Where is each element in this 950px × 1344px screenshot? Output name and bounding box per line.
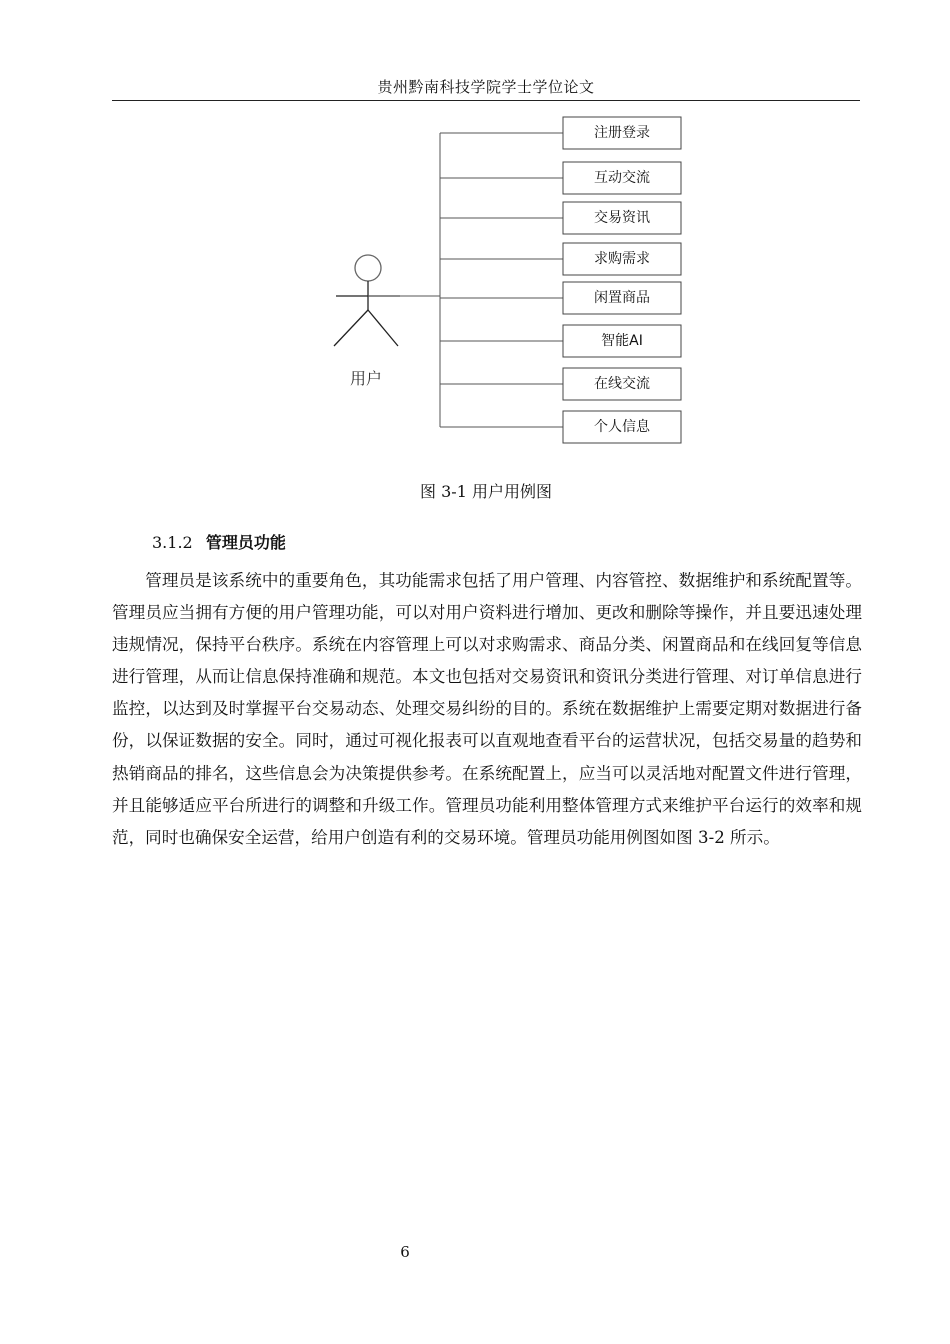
actor-label: 用户 [349,369,382,388]
actor-figure [334,255,400,346]
actor-head [355,255,381,281]
body-paragraph: 管理员是该系统中的重要角色，其功能需求包括了用户管理、内容管控、数据维护和系统配置等。管理员应当拥有方便的用户管理功能，可以对用户资料进行增加、更改和删除等操作，并且要迅速处理违规情况，保持平台秩序。系统在内容管理上可以对求购需求、商品分类、闲置商品和在线回复等信息进行管理，从而让信息保持准确和规范。本文也包括对交易资讯和资讯分类进行管理、对订单信息进行监控，以达到及时掌握平台交易动态、处理交易纠纷的目的。系统在数据维护上需要定期对数据进行备份，以保证数据的安全。同时，通过可视化报表可以直观地查看平台的运营状况，包括交易量的趋势和热销商品的排名，这些信息会为决策提供参考。在系统配置上，应当可以灵活地对配置文件进行管理，并且能够适应平台所进行的调整和升级工作。管理员功能利用整体管理方式来维护平台运行的效率和规范，同时也确保安全运营，给用户创造有利的交易环境。管理员功能用例图如图 3-2 所示。 [112,571,862,847]
use-case-label: 互动交流 [594,170,650,186]
use-case-label: 求购需求 [594,251,650,267]
use-case-label: 智能AI [601,333,643,349]
section-number: 3.1.2 [152,533,193,552]
use-case-label: 交易资讯 [594,210,650,226]
actor-left-leg [334,310,368,346]
page-header-title: 贵州黔南科技学院学士学位论文 [377,78,595,96]
use-case-label: 在线交流 [594,376,650,392]
section-title: 管理员功能 [205,533,286,552]
use-case-label: 个人信息 [594,419,650,435]
figure-caption: 图 3-1 用户用例图 [420,482,552,501]
use-case-label: 闲置商品 [594,290,650,306]
use-case-diagram [0,0,950,470]
section-heading [152,530,286,553]
actor-right-leg [368,310,398,346]
page-number: 6 [400,1243,410,1261]
use-case-label: 注册登录 [594,125,650,141]
